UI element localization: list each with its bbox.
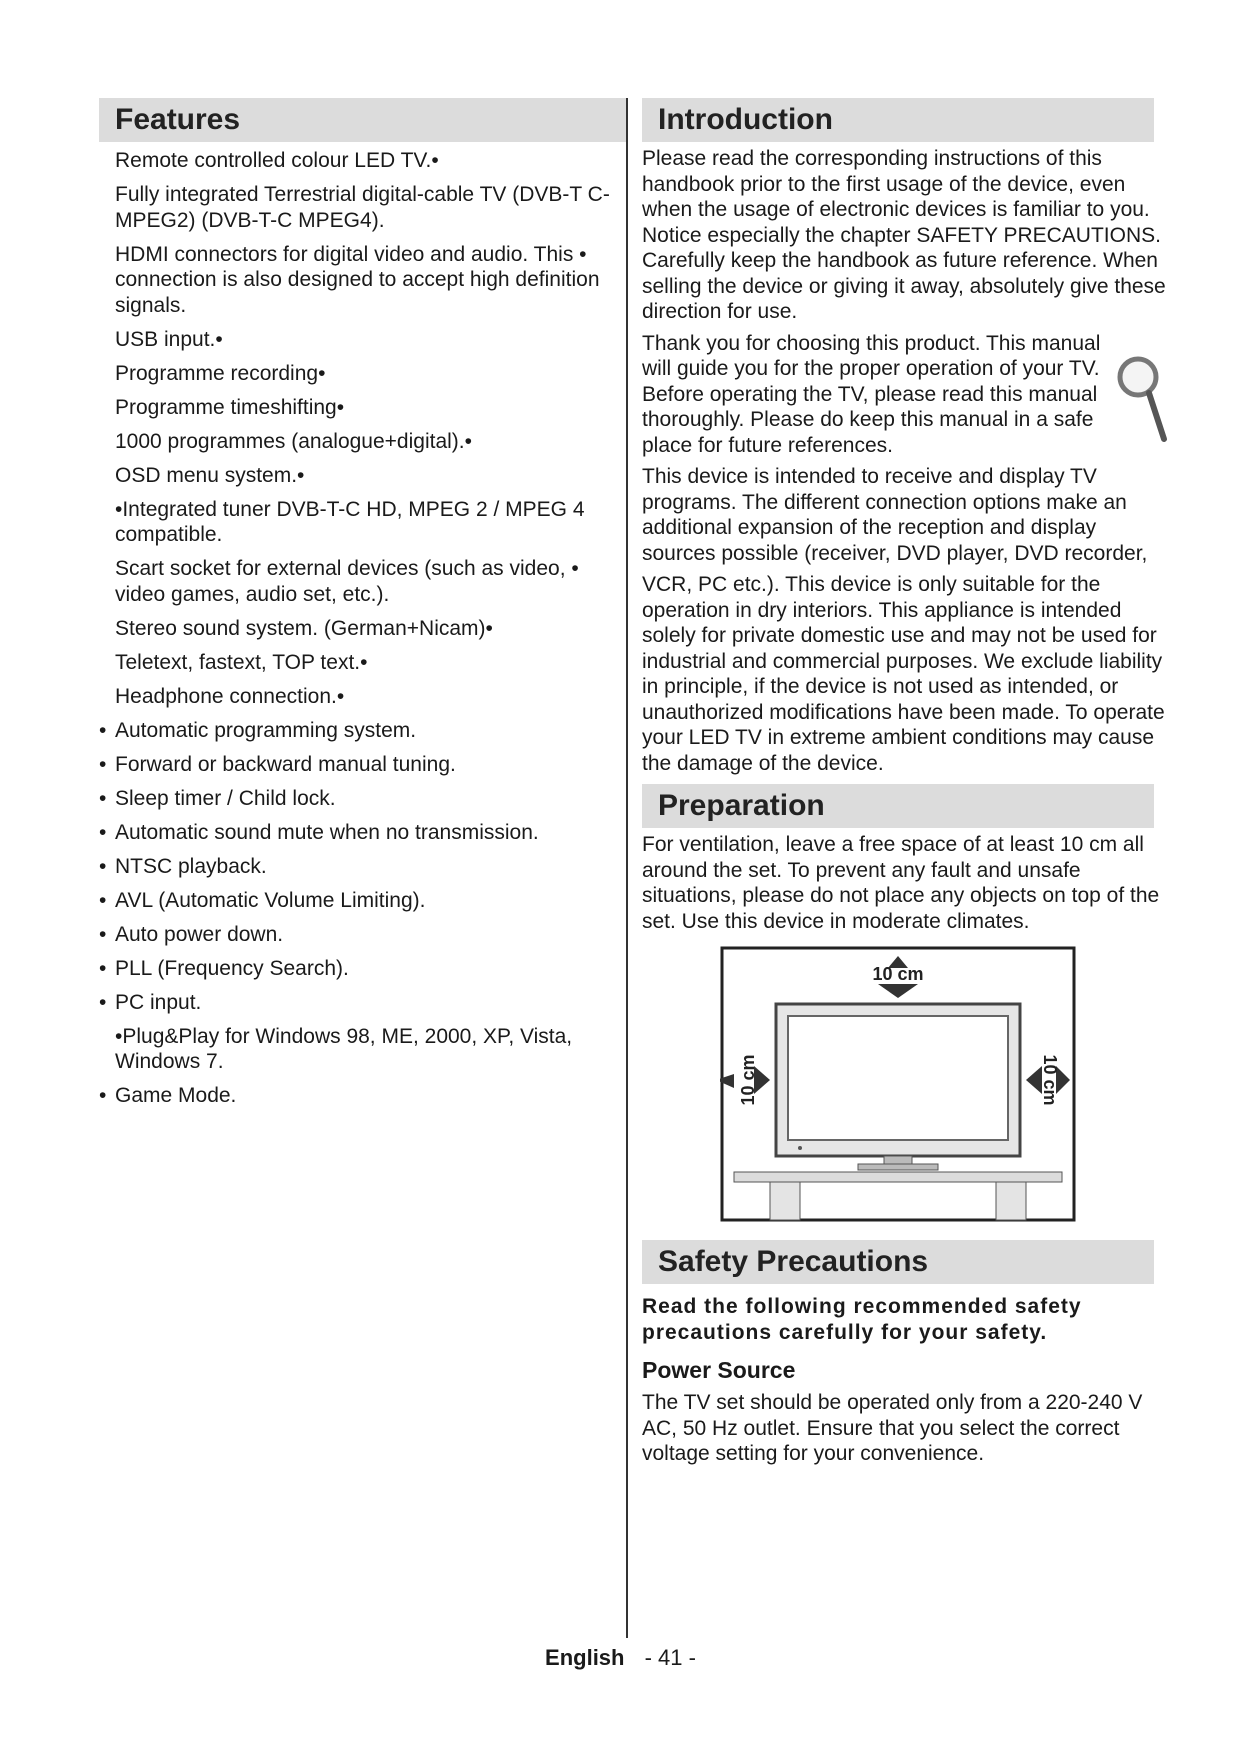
safety-intro: Read the following recommended safety precautions carefully for your safety. (642, 1295, 1082, 1344)
feature-item: Teletext, fastext, TOP text.• (115, 650, 368, 674)
feature-item: Remote controlled colour LED TV.• (115, 149, 439, 172)
feature-item: • PC input. (99, 990, 626, 1016)
tv-screen (788, 1016, 1008, 1140)
feature-item: • Automatic programming system. (99, 718, 626, 744)
table-leg-right (996, 1182, 1026, 1220)
intro-paragraph-1: Please read the corresponding instructions of this handbook prior to the first usage of the device, even when the usage of electronic devices is familiar to you. Notice especially the chapter SAFETY PRECAUTIONS. Carefully keep the handbook as future reference. When selling the device or giving it away, absolutely give these direction for use. (642, 147, 1166, 323)
feature-item: • AVL (Automatic Volume Limiting). (99, 888, 626, 914)
feature-item: Fully integrated Terrestrial digital-cable TV (DVB-T C- MPEG2) (DVB-T-C MPEG4). (115, 183, 610, 232)
page-number: - 41 - (644, 1645, 696, 1670)
feature-item: • Forward or backward manual tuning. (99, 752, 626, 778)
tv-stand-base (858, 1164, 938, 1170)
feature-item: HDMI connectors for digital video and audio. This • connection is also designed to accept high definition signals. (115, 242, 600, 317)
features-heading: Features (99, 98, 626, 142)
label-top: 10 cm (872, 964, 924, 984)
feature-item: Programme timeshifting• (115, 395, 345, 419)
power-source-heading: Power Source (642, 1357, 796, 1383)
feature-item: •Plug&Play for Windows 98, ME, 2000, XP, Vista, Windows 7. (115, 1024, 573, 1073)
column-divider (626, 98, 628, 1638)
feature-item: USB input.• (115, 327, 223, 351)
feature-item: Stereo sound system. (German+Nicam)• (115, 616, 493, 640)
feature-item: • NTSC playback. (99, 854, 626, 880)
feature-item: Programme recording• (115, 361, 326, 385)
magnifier-icon (1116, 353, 1168, 445)
safety-heading: Safety Precautions (642, 1240, 1154, 1284)
feature-item: • Game Mode. (99, 1083, 626, 1109)
feature-item: • PLL (Frequency Search). (99, 956, 626, 982)
label-right: 10 cm (1040, 1054, 1060, 1106)
preparation-paragraph: For ventilation, leave a free space of at least 10 cm all around the set. To prevent any fault and unsafe situations, please do not place any objects on top of the set. Use this device in moderate climates. (642, 833, 1160, 933)
feature-item: OSD menu system.• (115, 463, 305, 487)
introduction-heading: Introduction (642, 98, 1154, 142)
right-column (642, 98, 1172, 1473)
feature-item: Scart socket for external devices (such as video, • video games, audio set, etc.). (115, 557, 579, 606)
feature-item: • Auto power down. (99, 922, 626, 948)
feature-item: •Integrated tuner DVB-T-C HD, MPEG 2 / MPEG 4 compatible. (115, 497, 585, 546)
table-top (734, 1172, 1062, 1182)
preparation-heading: Preparation (642, 784, 1154, 828)
feature-item: Headphone connection.• (115, 684, 345, 708)
table-leg-left (770, 1182, 800, 1220)
feature-item: • Sleep timer / Child lock. (99, 786, 626, 812)
intro-paragraph-4: VCR, PC etc.). This device is only suitable for the operation in dry interiors. This appliance is intended solely for private domestic use and may not be used for industrial and commercial purposes. We exclude liability in principle, if the device is not used as intended, or unauthorized modifications have been made. To operate your LED TV in extreme ambient conditions may cause the damage of the device. (642, 573, 1165, 775)
label-left: 10 cm (738, 1054, 758, 1106)
power-source-text: The TV set should be operated only from a 220-240 V AC, 50 Hz outlet. Ensure that you select the correct voltage setting for your convenience. (642, 1391, 1143, 1465)
footer-language: English (545, 1645, 625, 1670)
intro-paragraph-2-wrap (642, 331, 1172, 459)
tv-power-led (798, 1146, 802, 1150)
intro-paragraph-3: This device is intended to receive and display TV programs. The different connection options make an additional expansion of the reception and display sources possible (receiver, DVD player, DVD recorder, (642, 465, 1148, 565)
page-footer (0, 1645, 1241, 1671)
intro-paragraph-2: Thank you for choosing this product. This manual will guide you for the proper operation of your TV. Before operating the TV, please read this manual thoroughly. Please do keep this manual in a safe place for future references. (642, 331, 1101, 457)
feature-item: • Automatic sound mute when no transmission. (99, 820, 626, 846)
feature-item: 1000 programmes (analogue+digital).• (115, 429, 472, 453)
features-list (99, 148, 626, 1109)
ventilation-diagram (720, 946, 1076, 1222)
left-column (99, 98, 626, 1117)
